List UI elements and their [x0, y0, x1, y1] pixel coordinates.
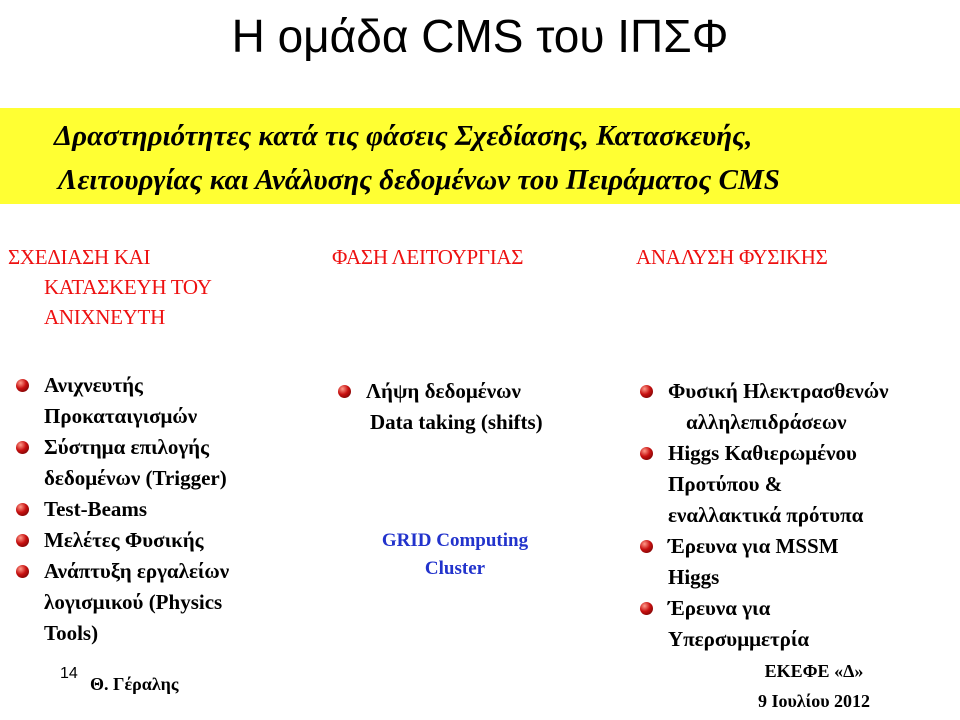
grid-line-2: Cluster [424, 558, 486, 579]
list-item [8, 432, 229, 494]
author-name: Θ. Γέραλης [90, 674, 179, 694]
bullet-icon [338, 385, 351, 398]
item-line: Higgs [668, 565, 720, 589]
list-item [632, 376, 888, 438]
item-line: Λήψη δεδομένων [366, 379, 521, 403]
item-line: εναλλακτικά πρότυπα [668, 503, 864, 527]
item-line: αλληλεπιδράσεων [686, 410, 847, 434]
design-heading-line-1: ΣΧΕΔΙΑΣΗ ΚΑΙ [8, 245, 151, 269]
item-line: Ανιχνευτής [44, 373, 143, 397]
design-activity-list [8, 370, 229, 649]
item-line: Tools) [44, 621, 99, 645]
item-line: Έρευνα για MSSM [668, 534, 839, 558]
bullet-icon [16, 534, 29, 547]
design-column-heading [8, 242, 212, 332]
bullet-icon [16, 565, 29, 578]
item-line: Υπερσυμμετρία [668, 627, 810, 651]
item-line: Έρευνα για [668, 596, 771, 620]
operation-column-heading: ΦΑΣΗ ΛΕΙΤΟΥΡΓΙΑΣ [332, 245, 524, 269]
item-line: Test-Beams [44, 497, 148, 521]
list-item [8, 556, 229, 649]
item-line: Higgs Καθιερωμένου [668, 441, 857, 465]
slide-title: Η ομάδα CMS του ΙΠΣΦ [231, 10, 729, 62]
bullet-icon [640, 602, 653, 615]
bullet-icon [16, 503, 29, 516]
design-heading-line-3: ΑΝΙΧΝΕΥΤΗ [44, 305, 165, 329]
item-line: Προτύπου & [668, 472, 783, 496]
operation-activity-list [330, 376, 543, 438]
event-info [714, 656, 914, 716]
banner-line-1: Δραστηριότητες κατά τις φάσεις Σχεδίασης, Κατασκευής, [54, 120, 753, 152]
bullet-icon [640, 447, 653, 460]
list-item [8, 494, 229, 525]
item-line: δεδομένων (Trigger) [44, 466, 227, 490]
design-heading-line-2: ΚΑΤΑΣΚΕΥΗ ΤΟΥ [44, 275, 212, 299]
list-item [632, 438, 888, 531]
grid-computing-label [360, 527, 550, 583]
page-number: 14 [60, 665, 78, 682]
bullet-icon [640, 540, 653, 553]
item-line: Φυσική Ηλεκτρασθενών [668, 379, 889, 403]
item-line: λογισμικού (Physics [44, 590, 223, 614]
banner-line-2: Λειτουργίας και Ανάλυσης δεδομένων του Πειράματος CMS [58, 164, 780, 196]
list-item [8, 525, 229, 556]
item-line: Σύστημα επιλογής [44, 435, 209, 459]
bullet-icon [640, 385, 653, 398]
list-item [632, 531, 888, 593]
list-item [632, 593, 888, 655]
event-name: ΕΚΕΦΕ «Δ» [764, 661, 864, 681]
item-line: Προκαταιγισμών [44, 404, 198, 428]
item-line: Data taking (shifts) [370, 410, 543, 434]
bullet-icon [16, 441, 29, 454]
bullet-icon [16, 379, 29, 392]
item-line: Μελέτες Φυσικής [44, 528, 204, 552]
event-date: 9 Ιουλίου 2012 [757, 691, 871, 711]
list-item [330, 376, 543, 438]
list-item [8, 370, 229, 432]
grid-line-1: GRID Computing [381, 530, 529, 551]
physics-column-heading: ΑΝΑΛΥΣΗ ΦΥΣΙΚΗΣ [636, 245, 828, 269]
item-line: Ανάπτυξη εργαλείων [44, 559, 230, 583]
physics-activity-list [632, 376, 888, 655]
activities-banner [0, 108, 960, 204]
